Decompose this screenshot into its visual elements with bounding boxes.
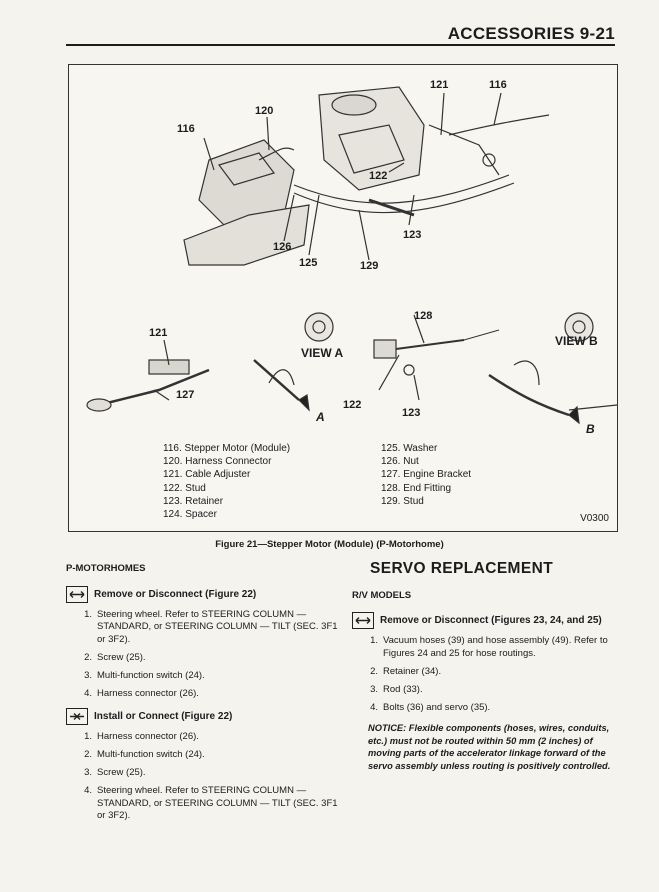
callout-121-top: 121 bbox=[430, 79, 449, 91]
callout-116-top: 116 bbox=[489, 79, 507, 91]
legend-item: 125. Washer bbox=[381, 443, 438, 454]
section-heading-p-motorhomes: P-MOTORHOMES bbox=[66, 563, 146, 574]
install-title: Install or Connect (Figure 22) bbox=[94, 711, 233, 722]
legend-item: 124. Spacer bbox=[163, 509, 217, 521]
view-a-label: VIEW A bbox=[301, 346, 344, 360]
list-item: 3. Multi-function switch (24). bbox=[84, 669, 205, 681]
stepper-motor-illustration bbox=[69, 65, 617, 531]
figure-code: V0300 bbox=[580, 513, 609, 524]
list-item: 1. Vacuum hoses (39) and hose assembly (49). Refer to Figures 24 and 25 for hose routings. bbox=[370, 635, 608, 659]
callout-125: 125 bbox=[299, 257, 318, 269]
figure-21 bbox=[68, 64, 618, 532]
remove-steps bbox=[66, 609, 338, 701]
left-column bbox=[66, 563, 338, 831]
page-header-title: ACCESSORIES 9-21 bbox=[447, 24, 615, 43]
figure-legend-left bbox=[163, 442, 290, 521]
header-rule bbox=[66, 44, 615, 46]
callout-121-left: 121 bbox=[149, 327, 168, 339]
legend-item: 129. Stud bbox=[381, 495, 424, 507]
right-column bbox=[352, 560, 624, 772]
figure-caption: Figure 21—Stepper Motor (Module) (P-Motorhome) bbox=[215, 539, 444, 550]
subheading-rv-models: R/V MODELS bbox=[352, 589, 412, 601]
remove-subsection bbox=[66, 586, 338, 603]
remove-disconnect-icon bbox=[352, 612, 374, 629]
list-item: 4. Harness connector (26). bbox=[84, 687, 199, 699]
remove-title: Remove or Disconnect (Figure 22) bbox=[94, 588, 257, 600]
callout-127: 127 bbox=[176, 389, 195, 401]
list-item: 2. Retainer (34). bbox=[370, 665, 442, 677]
figure-legend-right bbox=[381, 442, 471, 508]
legend-item: 126. Nut bbox=[381, 456, 419, 468]
legend-item: 121. Cable Adjuster bbox=[163, 469, 251, 481]
callout-129: 129 bbox=[360, 260, 379, 272]
install-steps bbox=[66, 731, 338, 823]
legend-item: 122. Stud bbox=[163, 482, 206, 494]
list-item: 4. Steering wheel. Refer to STEERING COLUMN — STANDARD, or STEERING COLUMN — TILT (SEC. 3F1 or 3F2). bbox=[84, 785, 338, 821]
list-item: 2. Multi-function switch (24). bbox=[84, 749, 205, 760]
legend-item: 128. End Fitting bbox=[381, 482, 452, 494]
legend-item: 116. Stepper Motor (Module) bbox=[163, 443, 291, 454]
list-item: 1. Steering wheel. Refer to STEERING COLUMN — STANDARD, or STEERING COLUMN — TILT (SEC. 3F1 or 3F2). bbox=[84, 608, 338, 645]
install-subsection bbox=[66, 708, 338, 725]
section-heading-servo-replacement: SERVO REPLACEMENT bbox=[370, 560, 554, 577]
notice-text: NOTICE: Flexible components (hoses, wires, conduits, etc.) must not be routed within 50 mm (2 inches) of moving parts of the accelerator linkage forward of the servo assembly unless routing is positively controlled. bbox=[368, 723, 611, 771]
view-a-arrow-letter: A bbox=[316, 410, 325, 424]
list-item: 1. Harness connector (26). bbox=[84, 731, 199, 742]
callout-116-left: 116 bbox=[177, 123, 195, 135]
legend-item: 123. Retainer bbox=[163, 495, 224, 507]
legend-item: 120. Harness Connector bbox=[163, 456, 272, 468]
install-connect-icon bbox=[66, 708, 88, 725]
servo-remove-title: Remove or Disconnect (Figures 23, 24, and 25) bbox=[380, 615, 602, 626]
list-item: 3. Screw (25). bbox=[84, 767, 146, 778]
callout-128: 128 bbox=[414, 310, 433, 322]
view-b-label: VIEW B bbox=[555, 334, 598, 348]
callout-123-mid: 123 bbox=[402, 407, 421, 419]
list-item: 2. Screw (25). bbox=[84, 651, 146, 663]
callout-126: 126 bbox=[273, 241, 292, 253]
callout-122-mid: 122 bbox=[343, 399, 362, 411]
servo-remove-steps bbox=[352, 635, 624, 714]
list-item: 3. Rod (33). bbox=[370, 683, 423, 695]
view-b-arrow-letter: B bbox=[586, 422, 595, 436]
legend-item: 127. Engine Bracket bbox=[381, 469, 472, 481]
callout-122-top: 122 bbox=[369, 170, 388, 182]
servo-remove-subsection bbox=[352, 612, 624, 629]
list-item: 4. Bolts (36) and servo (35). bbox=[370, 701, 491, 713]
remove-disconnect-icon bbox=[66, 586, 88, 603]
callout-120: 120 bbox=[255, 105, 274, 117]
callout-123-top: 123 bbox=[403, 229, 422, 241]
